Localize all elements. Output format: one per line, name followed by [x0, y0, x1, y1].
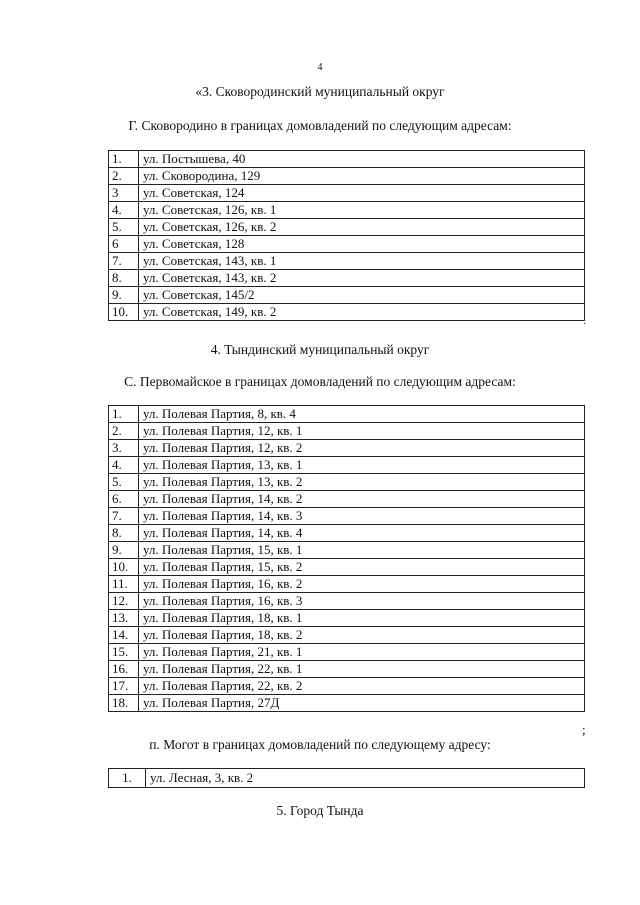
row-number: 3.	[109, 440, 139, 457]
row-number: 5.	[109, 219, 139, 236]
row-number: 14.	[109, 627, 139, 644]
row-number: 1.	[109, 769, 146, 788]
table-row	[109, 769, 585, 788]
table-row	[109, 661, 585, 678]
row-number: 2.	[109, 168, 139, 185]
row-number: 8.	[109, 525, 139, 542]
table-row	[109, 627, 585, 644]
row-number: 10.	[109, 304, 139, 321]
row-address: ул. Полевая Партия, 18, кв. 2	[139, 627, 585, 644]
table-row	[109, 695, 585, 712]
table-row	[109, 457, 585, 474]
row-address: ул. Постышева, 40	[139, 151, 585, 168]
row-address: ул. Полевая Партия, 21, кв. 1	[139, 644, 585, 661]
row-address: ул. Советская, 128	[139, 236, 585, 253]
row-address: ул. Полевая Партия, 8, кв. 4	[139, 406, 585, 423]
section-3-subtitle: Г. Сковородино в границах домовладений по следующим адресам:	[128, 118, 512, 133]
row-address: ул. Советская, 145/2	[139, 287, 585, 304]
row-address: ул. Полевая Партия, 16, кв. 2	[139, 576, 585, 593]
table-row	[109, 593, 585, 610]
mogot-address-table	[108, 768, 585, 788]
table-row	[109, 236, 585, 253]
row-address: ул. Лесная, 3, кв. 2	[146, 769, 585, 788]
table-row	[109, 219, 585, 236]
row-address: ул. Полевая Партия, 12, кв. 1	[139, 423, 585, 440]
table-row	[109, 678, 585, 695]
row-number: 2.	[109, 423, 139, 440]
row-address: ул. Полевая Партия, 22, кв. 1	[139, 661, 585, 678]
row-address: ул. Полевая Партия, 14, кв. 4	[139, 525, 585, 542]
table-row	[109, 270, 585, 287]
table-row	[109, 440, 585, 457]
row-number: 8.	[109, 270, 139, 287]
row-address: ул. Полевая Партия, 12, кв. 2	[139, 440, 585, 457]
end-mark: ;	[582, 722, 586, 737]
row-address: ул. Советская, 124	[139, 185, 585, 202]
table-row	[109, 559, 585, 576]
row-address: ул. Советская, 143, кв. 1	[139, 253, 585, 270]
row-number: 18.	[109, 695, 139, 712]
row-number: 3	[109, 185, 139, 202]
row-number: 6.	[109, 491, 139, 508]
mogot-title: п. Могот в границах домовладений по следующему адресу:	[149, 737, 491, 752]
row-address: ул. Советская, 126, кв. 2	[139, 219, 585, 236]
row-number: 17.	[109, 678, 139, 695]
table-row	[109, 508, 585, 525]
table-row	[109, 423, 585, 440]
row-address: ул. Советская, 143, кв. 2	[139, 270, 585, 287]
row-address: ул. Полевая Партия, 14, кв. 2	[139, 491, 585, 508]
row-number: 15.	[109, 644, 139, 661]
row-number: 4.	[109, 202, 139, 219]
row-number: 6	[109, 236, 139, 253]
section-4-address-table	[108, 405, 585, 712]
row-number: 9.	[109, 542, 139, 559]
section-4-subtitle: С. Первомайское в границах домовладений по следующим адресам:	[124, 374, 516, 389]
table-row	[109, 406, 585, 423]
row-address: ул. Полевая Партия, 14, кв. 3	[139, 508, 585, 525]
table-row	[109, 576, 585, 593]
row-address: ул. Сковородина, 129	[139, 168, 585, 185]
page-number: 4	[317, 62, 323, 73]
row-number: 9.	[109, 287, 139, 304]
row-address: ул. Полевая Партия, 16, кв. 3	[139, 593, 585, 610]
row-address: ул. Полевая Партия, 15, кв. 2	[139, 559, 585, 576]
dot-mark: ·	[583, 318, 587, 330]
section-3-address-table	[108, 150, 585, 321]
table-row	[109, 525, 585, 542]
section-3-title: «3. Сковородинский муниципальный округ	[195, 84, 445, 99]
table-row	[109, 491, 585, 508]
table-row	[109, 185, 585, 202]
section-4-title: 4. Тындинский муниципальный округ	[210, 342, 430, 357]
row-address: ул. Советская, 149, кв. 2	[139, 304, 585, 321]
row-address: ул. Полевая Партия, 13, кв. 2	[139, 474, 585, 491]
row-number: 10.	[109, 559, 139, 576]
row-number: 4.	[109, 457, 139, 474]
row-number: 7.	[109, 253, 139, 270]
row-number: 1.	[109, 151, 139, 168]
row-number: 12.	[109, 593, 139, 610]
row-number: 1.	[109, 406, 139, 423]
table-row	[109, 168, 585, 185]
table-row	[109, 253, 585, 270]
table-row	[109, 474, 585, 491]
row-address: ул. Полевая Партия, 18, кв. 1	[139, 610, 585, 627]
row-number: 13.	[109, 610, 139, 627]
section-5-title: 5. Город Тында	[276, 803, 364, 818]
row-number: 7.	[109, 508, 139, 525]
table-row	[109, 610, 585, 627]
row-address: ул. Полевая Партия, 15, кв. 1	[139, 542, 585, 559]
row-address: ул. Полевая Партия, 22, кв. 2	[139, 678, 585, 695]
row-address: ул. Полевая Партия, 13, кв. 1	[139, 457, 585, 474]
table-row	[109, 287, 585, 304]
row-address: ул. Полевая Партия, 27Д	[139, 695, 585, 712]
row-number: 16.	[109, 661, 139, 678]
table-row	[109, 202, 585, 219]
table-row	[109, 644, 585, 661]
table-row	[109, 304, 585, 321]
table-row	[109, 151, 585, 168]
table-row	[109, 542, 585, 559]
row-number: 11.	[109, 576, 139, 593]
row-address: ул. Советская, 126, кв. 1	[139, 202, 585, 219]
row-number: 5.	[109, 474, 139, 491]
